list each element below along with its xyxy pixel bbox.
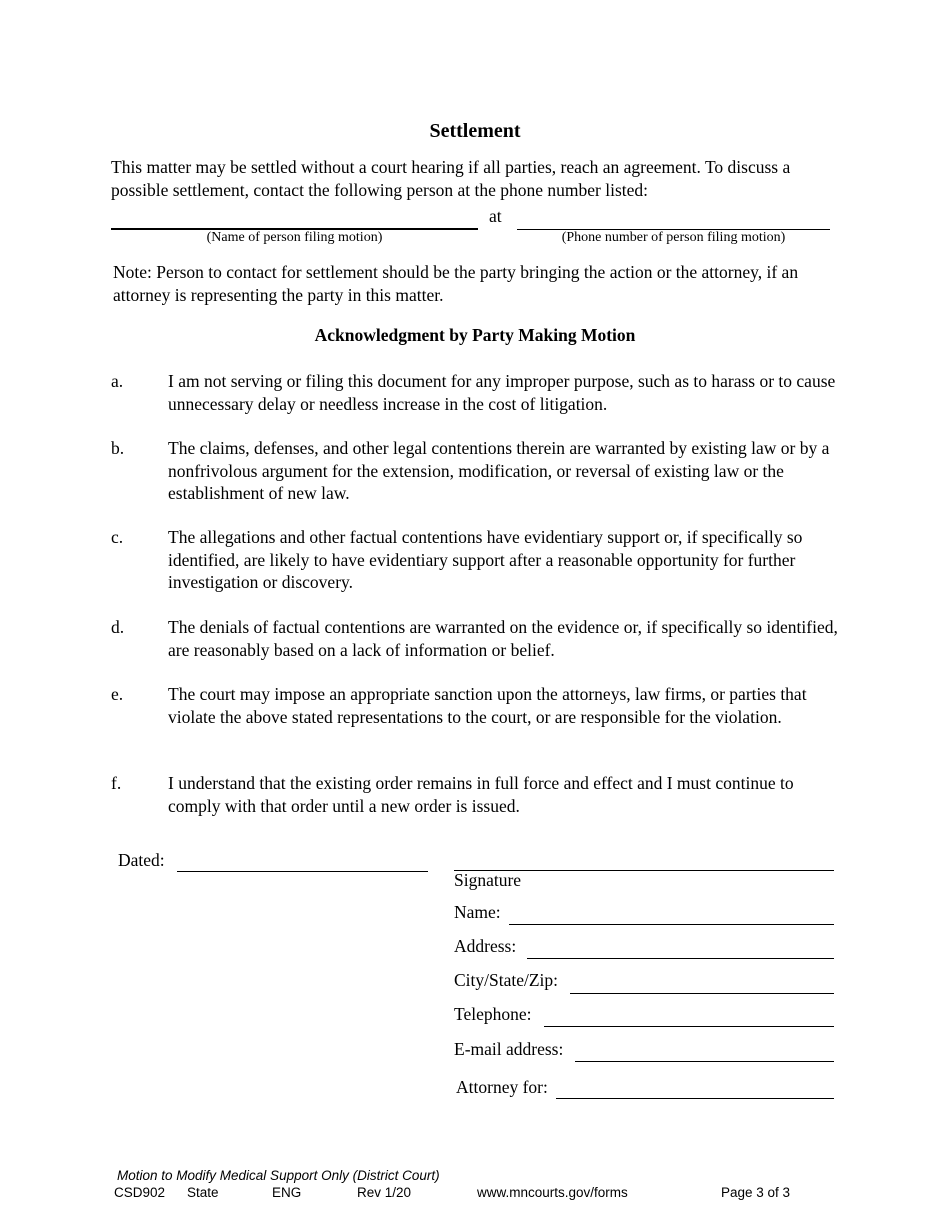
name-label: Name: — [454, 902, 501, 922]
email-input-line[interactable] — [575, 1061, 834, 1062]
attorney-for-input-line[interactable] — [556, 1098, 834, 1099]
item-text: The court may impose an appropriate sanction upon the attorneys, law firms, or parties that violate the above stated representations to the court, or are responsible for the violation. — [168, 684, 807, 727]
settlement-heading: Settlement — [429, 120, 521, 142]
settlement-intro: This matter may be settled without a court hearing if all parties, reach an agreement. To discuss a possible settlement, contact the following person at the phone number listed: — [111, 157, 791, 200]
item-letter: f. — [111, 773, 122, 793]
item-text: I am not serving or filing this document for any improper purpose, such as to harass or to cause unnecessary delay or needless increase in the cost of litigation. — [168, 371, 836, 414]
telephone-label: Telephone: — [454, 1004, 532, 1024]
footer-language: ENG — [272, 1185, 302, 1200]
attorney-for-label: Attorney for: — [456, 1077, 548, 1097]
item-text: The denials of factual contentions are warranted on the evidence or, if specifically so identified, are reasonably based on a lack of information or belief. — [168, 617, 838, 660]
city-state-zip-label: City/State/Zip: — [454, 970, 559, 990]
phone-caption: (Phone number of person filing motion) — [561, 230, 786, 245]
footer-page-number: Page 3 of 3 — [721, 1185, 791, 1200]
at-label: at — [489, 206, 502, 226]
item-letter: b. — [111, 438, 125, 458]
item-text: I understand that the existing order remains in full force and effect and I must continue to comply with that order until a new order is issued. — [168, 773, 794, 816]
dated-label: Dated: — [118, 850, 165, 870]
settlement-note: Note: Person to contact for settlement should be the party bringing the action or the attorney, if an attorney is representing the party in this matter. — [113, 262, 799, 305]
item-text: The claims, defenses, and other legal contentions therein are warranted by existing law or by a nonfrivolous argument for the extension, modification, or reversal of existing law or the establishment of new law. — [168, 438, 830, 503]
item-text: The allegations and other factual contentions have evidentiary support or, if specifically so identified, are likely to have evidentiary support after a reasonable opportunity for further investigation or discovery. — [168, 527, 803, 592]
telephone-input-line[interactable] — [544, 1026, 834, 1027]
footer-jurisdiction: State — [187, 1185, 219, 1200]
acknowledgment-heading: Acknowledgment by Party Making Motion — [314, 325, 636, 345]
address-input-line[interactable] — [527, 958, 834, 959]
footer-form-title: Motion to Modify Medical Support Only (District Court) — [117, 1168, 440, 1183]
item-letter: e. — [111, 684, 124, 704]
city-state-zip-input-line[interactable] — [570, 993, 834, 994]
address-label: Address: — [454, 936, 517, 956]
signature-label: Signature — [454, 870, 522, 890]
footer-revision: Rev 1/20 — [357, 1185, 412, 1200]
item-letter: c. — [111, 527, 124, 547]
dated-field-line[interactable] — [177, 871, 428, 872]
name-input-line[interactable] — [509, 924, 834, 925]
footer-url: www.mncourts.gov/forms — [477, 1185, 628, 1200]
name-caption: (Name of person filing motion) — [206, 230, 383, 245]
email-label: E-mail address: — [454, 1039, 564, 1059]
footer-form-code: CSD902 — [114, 1185, 166, 1200]
item-letter: a. — [111, 371, 124, 391]
item-letter: d. — [111, 617, 125, 637]
